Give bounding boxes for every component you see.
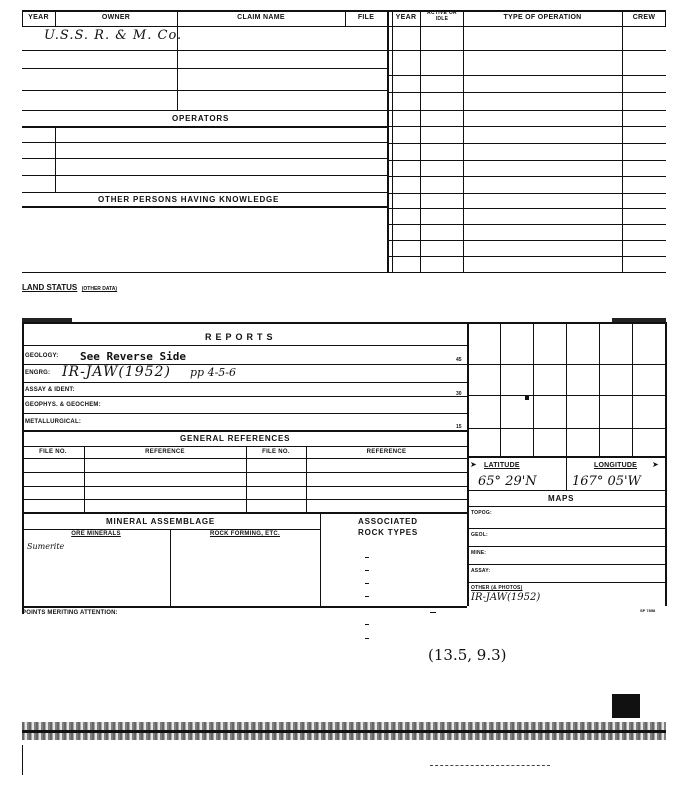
longitude-arrow-icon: ➤ (652, 460, 659, 469)
rock-forming-header: ROCK FORMING, ETC. (209, 531, 281, 537)
reports-engrg-pages: pp 4-5-6 (190, 366, 237, 379)
gr-header-reference-1: REFERENCE (145, 449, 185, 455)
land-status-text: LAND STATUS (22, 283, 78, 292)
header-year-operation: YEAR (395, 14, 417, 21)
owner-entry: U.S.S. R. & M. Co. (44, 28, 183, 43)
form-number: SP 7858 (640, 608, 656, 613)
reports-geophys-label: GEOPHYS. & GEOCHEM: (25, 402, 101, 408)
reports-geology-value: See Reverse Side (80, 350, 186, 363)
land-status-sublabel: (OTHER DATA) (81, 286, 118, 292)
maps-title: MAPS (548, 494, 575, 503)
reports-num-15: 15 (456, 424, 462, 430)
land-status-label (22, 277, 117, 295)
other-persons-title: OTHER PERSONS HAVING KNOWLEDGE (98, 195, 280, 204)
ore-minerals-header: ORE MINERALS (71, 531, 121, 537)
header-owner: OWNER (101, 14, 131, 21)
maps-geol-label: GEOL: (471, 532, 488, 538)
reports-assay-label: ASSAY & IDENT: (25, 387, 75, 393)
gr-header-reference-2: REFERENCE (366, 449, 407, 455)
gr-header-file-no-2: FILE NO. (262, 449, 290, 455)
maps-mine-label: MINE: (471, 550, 487, 556)
mineral-assemblage-title: MINERAL ASSEMBLAGE (106, 517, 216, 526)
header-file: FILE (357, 14, 375, 21)
associated-rock-types-line1: ASSOCIATED (358, 517, 418, 526)
reports-metallurgical-label: METALLURGICAL: (25, 419, 82, 425)
longitude-value: 167° 05'W (572, 474, 641, 489)
maps-other-label: OTHER (& PHOTOS) (471, 585, 523, 591)
header-claim-name: CLAIM NAME (237, 14, 285, 21)
general-references-title: GENERAL REFERENCES (180, 434, 291, 443)
latitude-arrow-icon: ➤ (470, 460, 477, 469)
handwritten-coordinates: (13.5, 9.3) (428, 646, 507, 664)
maps-topog-label: TOPOG: (471, 510, 492, 516)
latitude-label: LATITUDE (484, 462, 520, 469)
reports-engrg-value: IR-JAW(1952) (62, 364, 171, 380)
associated-rock-types-line2: ROCK TYPES (358, 528, 419, 537)
maps-other-value: IR-JAW(1952) (471, 592, 541, 603)
reports-num-30: 30 (456, 391, 462, 397)
reports-geology-label: GEOLOGY: (25, 353, 59, 359)
reports-num-45: 45 (456, 357, 462, 363)
reports-title: REPORTS (205, 332, 277, 342)
points-meriting-label: POINTS MERITING ATTENTION: (22, 610, 118, 616)
longitude-label: LONGITUDE (594, 462, 638, 469)
maps-assay-label: ASSAY: (471, 568, 491, 574)
header-type-of-operation: TYPE OF OPERATION (503, 14, 582, 21)
gr-header-file-no-1: FILE NO. (39, 449, 67, 455)
reports-engrg-label: ENGRG: (25, 370, 51, 376)
grid-location-marker (525, 396, 529, 400)
header-year: YEAR (28, 14, 49, 21)
operators-title: OPERATORS (172, 114, 230, 123)
header-active-idle: ACTIVE OR IDLE (427, 10, 457, 22)
ore-mineral-entry: Sumerite (27, 542, 65, 551)
latitude-value: 65° 29'N (478, 474, 537, 489)
header-crew: CREW (632, 14, 656, 21)
